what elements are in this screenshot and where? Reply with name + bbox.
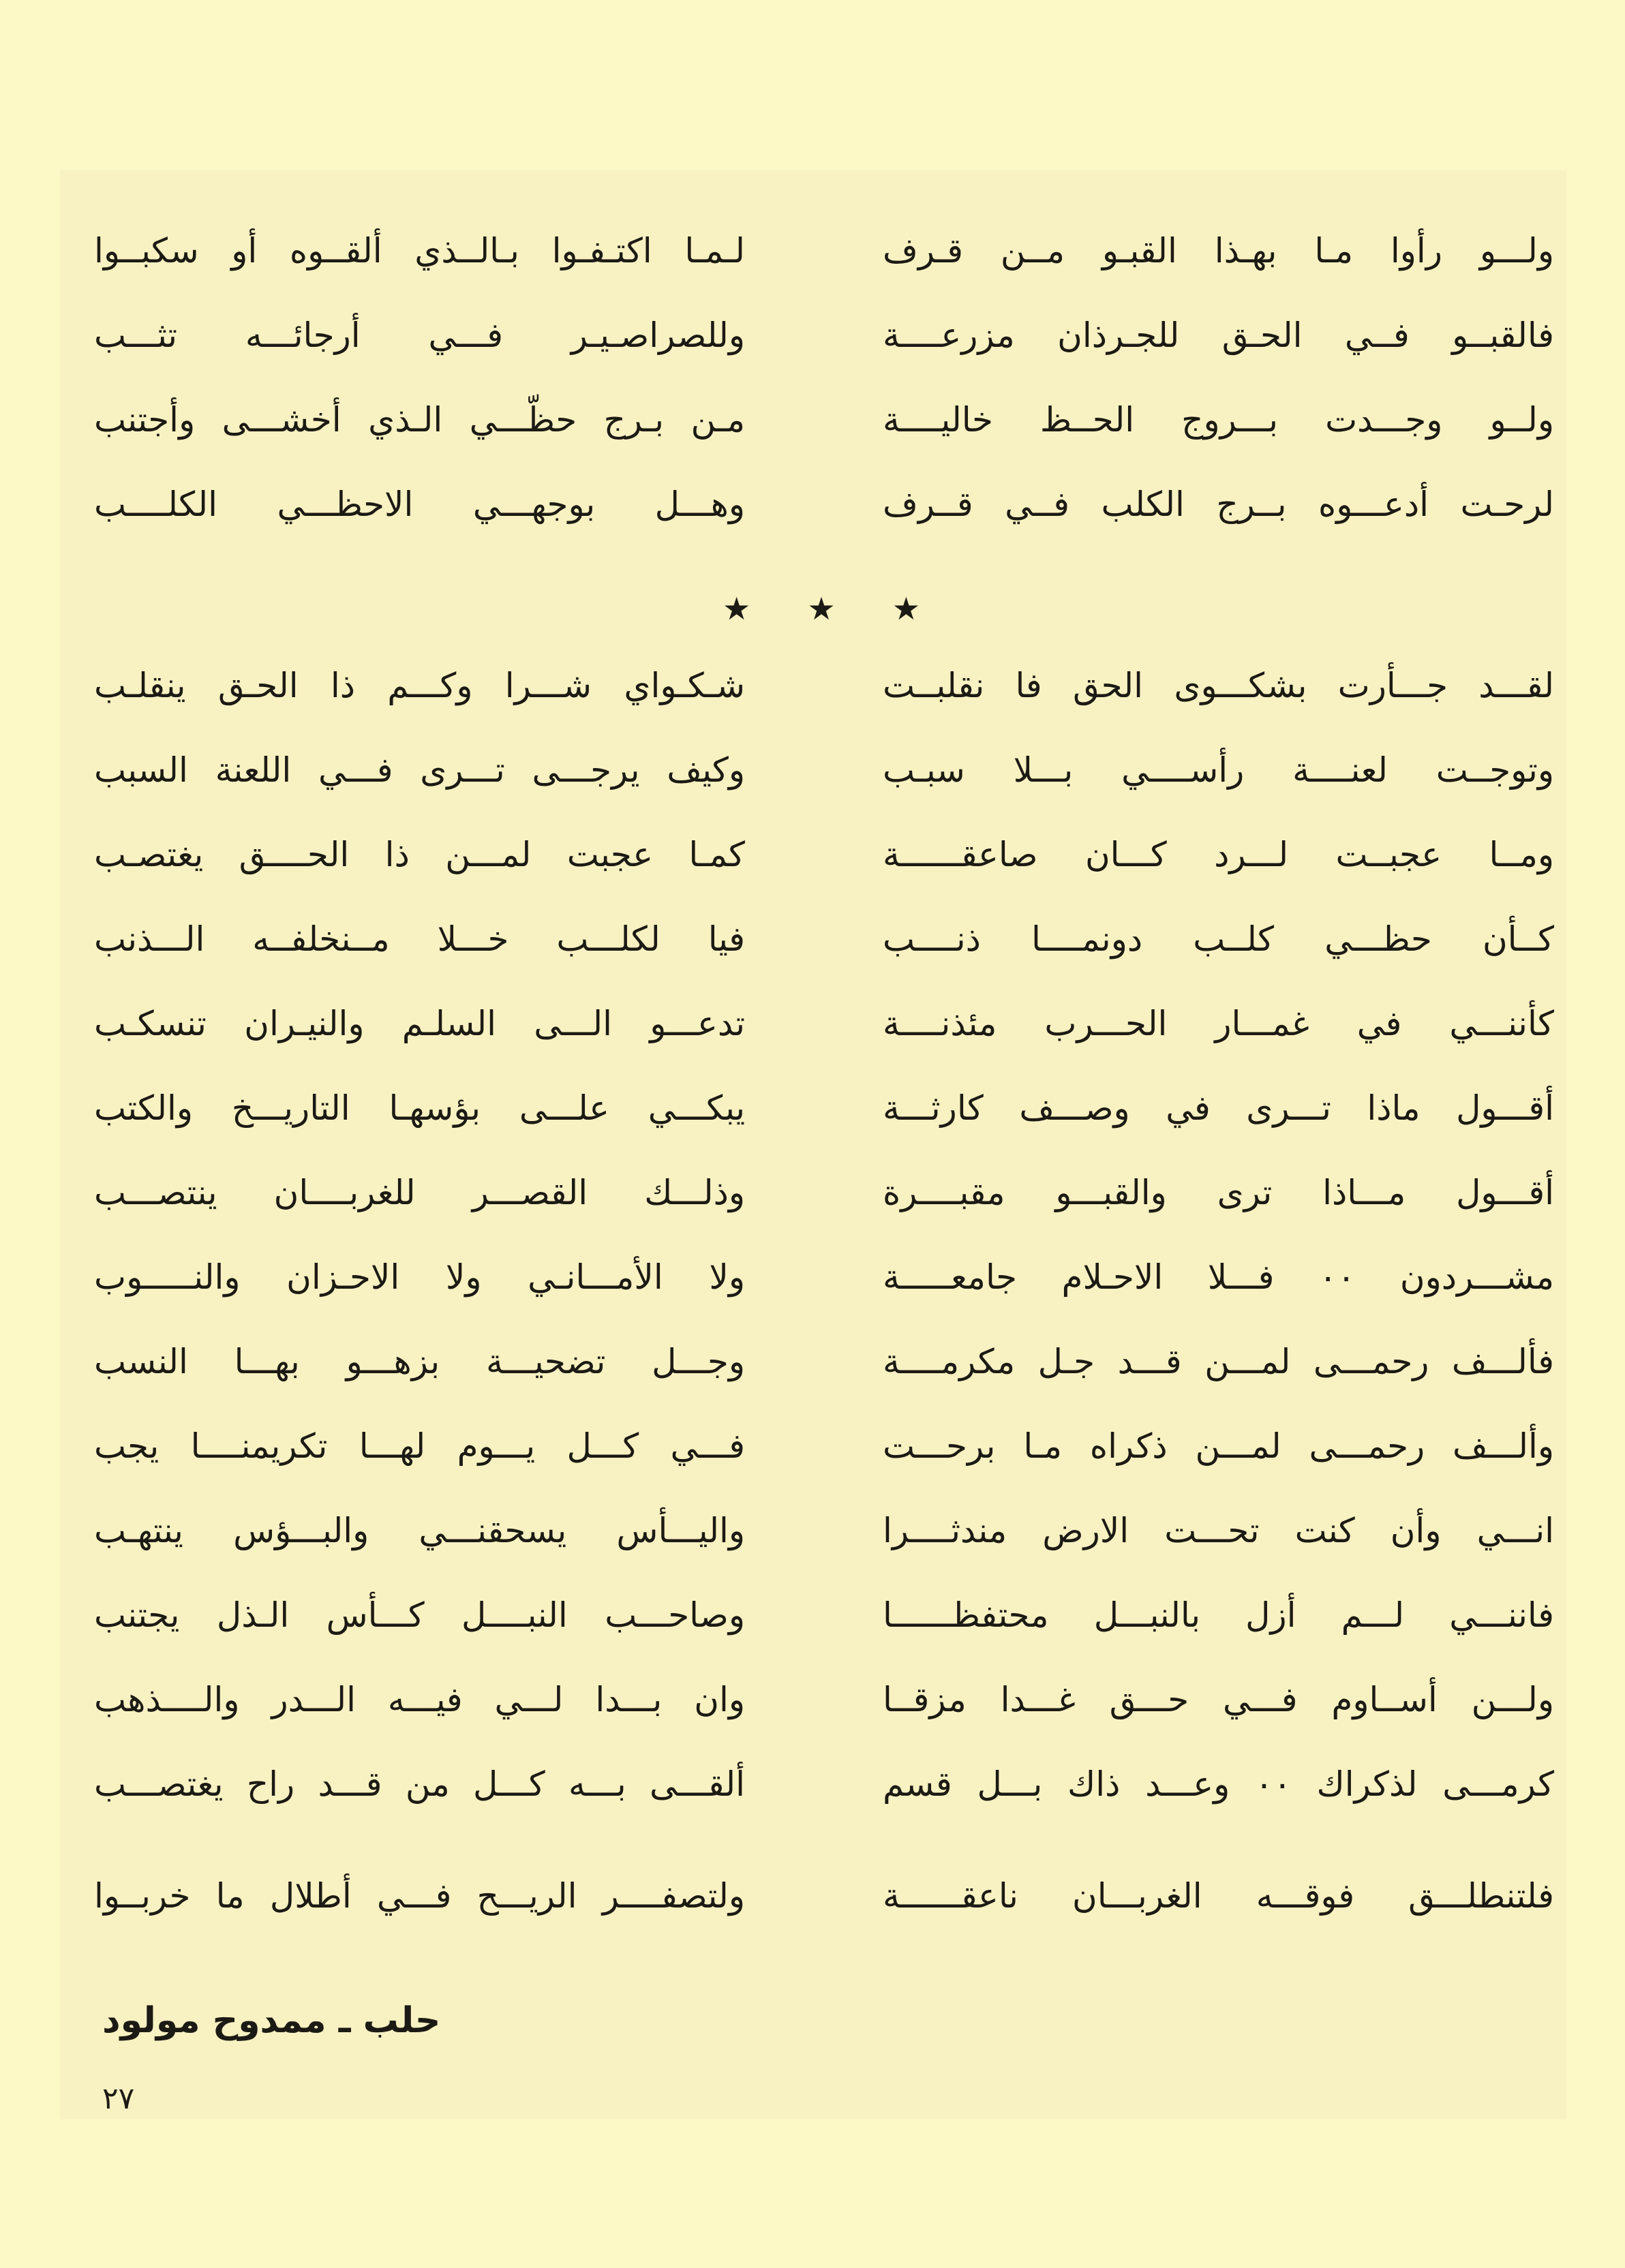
verse-row xyxy=(0,1066,1625,1150)
verse-row xyxy=(0,1488,1625,1573)
verse-second-hemistich: واليـــأس يسحقنـــي والبـــؤس ينتهـب xyxy=(94,1511,745,1550)
verse-row xyxy=(0,1742,1625,1826)
verse-second-hemistich: فيا لكلـــب خـــلا مــنخلفــه الـــذنب xyxy=(94,919,745,959)
verse-first-hemistich: فالقبــو فــي الحـق للجـرذان مزرعــــة xyxy=(883,316,1554,355)
verse-second-hemistich: لـمـا اكتـفـوا بـالــذي ألقــوه أو سكبــوا xyxy=(94,231,745,271)
verse-first-hemistich: ولــو وجـــدت بـــروج الحــظ خاليــــة xyxy=(883,400,1554,440)
verse-second-hemistich: وصاحـــب النبــــل كـــأس الـذل يجتنب xyxy=(94,1595,745,1635)
star-icon: ★ xyxy=(807,590,836,627)
verse-first-hemistich: لرحـت أدعـــوه بــرج الكلب فــي قــرف xyxy=(883,485,1554,524)
verse-row xyxy=(0,812,1625,897)
stanza-separator xyxy=(723,585,920,632)
verse-row xyxy=(0,462,1625,547)
verse-row xyxy=(0,1657,1625,1742)
verse-first-hemistich: لقـــد جـــأرت بشكـــوى الحق فا نقلبــت xyxy=(883,666,1554,705)
verse-first-hemistich: وتوجــت لعنــــة رأســــي بـــلا سبـب xyxy=(883,750,1554,790)
verse-row xyxy=(0,897,1625,981)
star-icon: ★ xyxy=(723,590,751,627)
verse-second-hemistich: وللصراصـيـر فـــي أرجائـــه تثـــب xyxy=(94,316,745,355)
verse-second-hemistich: وذلـــك القصـــر للغربــــان ينتصـــب xyxy=(94,1173,745,1212)
verse-first-hemistich: ومــا عجبــت لـــرد كـــان صاعقــــــة xyxy=(883,835,1554,874)
verse-first-hemistich: فألـــف رحمـــى لمـــن قـــد جـل مكرمــــة xyxy=(883,1342,1554,1381)
verse-row xyxy=(0,209,1625,293)
verse-second-hemistich: تدعـــو الـــى السلـم والنيـران تنسكـب xyxy=(94,1004,745,1043)
verse-first-hemistich: كــأن حظـــي كلــب دونمــــا ذنــــب xyxy=(883,919,1554,959)
verse-second-hemistich: وان بـــدا لـــي فيـــه الـــدر والــــذهب xyxy=(94,1680,745,1719)
verse-second-hemistich: كمـا عجبت لمـــن ذا الحــــق يغتصـب xyxy=(94,835,745,874)
verse-second-hemistich: ألقـــى بـــه كـــل من قـــد راح يغتصـــب xyxy=(94,1764,745,1804)
verse-second-hemistich: وجـــل تضحيـــة بزهـــو بهـــا النسب xyxy=(94,1342,745,1381)
verse-row xyxy=(0,728,1625,812)
author-signature: حلب ـ ممدوح مولود xyxy=(102,2000,441,2041)
verse-second-hemistich: ولتصفــــر الريـــح فـــي أطلال ما خربــوا xyxy=(94,1876,745,1916)
verse-row xyxy=(0,1573,1625,1657)
verse-first-hemistich: وألـــف رحمـــى لمـــن ذكراه مـا برحـــت xyxy=(883,1426,1554,1466)
page-number: ٢٧ xyxy=(102,2081,135,2116)
verse-second-hemistich: يبكـــي علـــى بؤسهـا التاريـــخ والكتب xyxy=(94,1088,745,1128)
verse-row xyxy=(0,1150,1625,1235)
verse-first-hemistich: مشـــردون ٠٠ فـــلا الاحـلام جامعـــــة xyxy=(883,1257,1554,1297)
verse-second-hemistich: وهـــل بوجهـــي الاحظـــي الكلــــب xyxy=(94,485,745,524)
verse-first-hemistich: ولـــن أســاوم فـــي حـــق غـــدا مزقــا xyxy=(883,1680,1554,1719)
verse-row xyxy=(0,643,1625,728)
verse-first-hemistich: أقـــول مـــاذا ترى والقبـــو مقبــــرة xyxy=(883,1173,1554,1212)
verse-row xyxy=(0,293,1625,378)
verse-row xyxy=(0,1235,1625,1319)
verse-second-hemistich: شـكـواي شـــرا وكـــم ذا الحـق ينقلـب xyxy=(94,666,745,705)
star-icon: ★ xyxy=(892,590,920,627)
verse-row xyxy=(0,1404,1625,1488)
verse-first-hemistich: فاننـــي لـــم أزل بالنبـــل محتفظــــــا xyxy=(883,1595,1554,1635)
verse-second-hemistich: فـــي كـــل يـــوم لهـــا تكريمنــــا يجب xyxy=(94,1426,745,1466)
verse-second-hemistich: ولا الأمـــانـي ولا الاحـزان والنـــــوب xyxy=(94,1257,745,1297)
verse-second-hemistich: وكيف يرجـــى تـــرى فـــي اللعنة السبب xyxy=(94,750,745,790)
verse-second-hemistich: مـن بـرج حظّـــي الـذي أخشـــى وأجتنب xyxy=(94,400,745,440)
verse-row xyxy=(0,981,1625,1066)
verse-first-hemistich: كأننـــي في غمـــار الحـــرب مئذنــــة xyxy=(883,1004,1554,1043)
verse-row xyxy=(0,1854,1625,1938)
verse-first-hemistich: أقـــول ماذا تـــرى في وصـــف كارثـــة xyxy=(883,1088,1554,1128)
verse-first-hemistich: انـــي وأن كنت تحـــت الارض مندثــــرا xyxy=(883,1511,1554,1550)
verse-first-hemistich: ولـــو رأوا مـا بهـذا القبـو مــن قـرف xyxy=(883,231,1554,271)
verse-first-hemistich: فلتنطلـــق فوقـــه الغربـــان ناعقــــــة xyxy=(883,1876,1554,1916)
verse-row xyxy=(0,1319,1625,1404)
verse-first-hemistich: كرمـــى لذكراك ٠٠ وعـــد ذاك بـــل قسم xyxy=(883,1764,1554,1804)
verse-row xyxy=(0,378,1625,462)
